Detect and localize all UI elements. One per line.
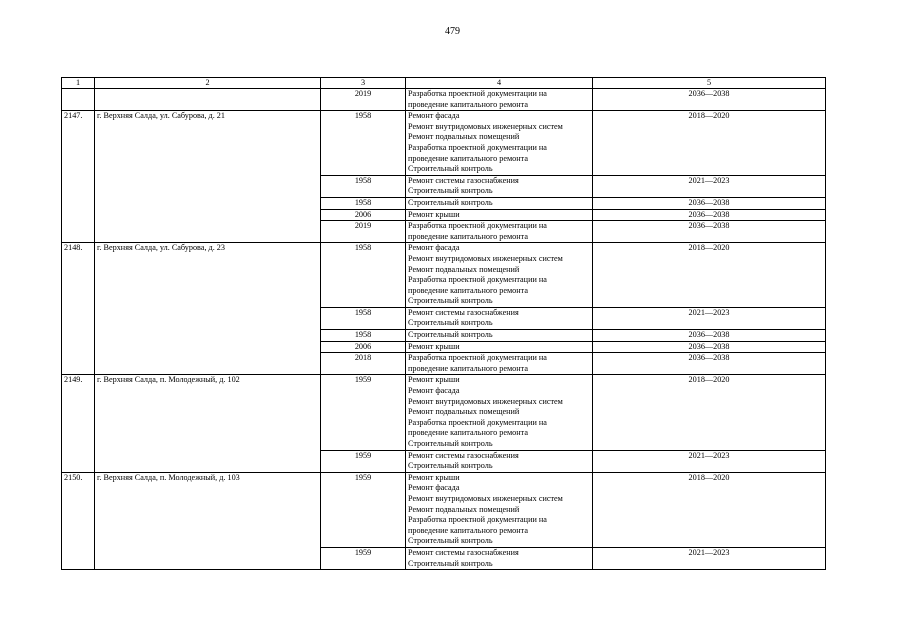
work-item: Ремонт фасада bbox=[408, 111, 460, 121]
year-cell: 2006 bbox=[321, 209, 406, 221]
work-item: Строительный контроль bbox=[408, 461, 493, 471]
works-cell bbox=[406, 243, 593, 308]
year-cell: 1958 bbox=[321, 197, 406, 209]
year-cell: 1959 bbox=[321, 472, 406, 547]
works-cell bbox=[406, 547, 593, 569]
work-item: Ремонт подвальных помещений bbox=[408, 264, 520, 274]
work-item: проведение капитального ремонта bbox=[408, 285, 528, 295]
period-cell: 2021—2023 bbox=[593, 450, 826, 472]
work-item: Разработка проектной документации на bbox=[408, 142, 547, 152]
work-item: Строительный контроль bbox=[408, 186, 493, 196]
work-item: Строительный контроль bbox=[408, 164, 493, 174]
table-row bbox=[62, 111, 826, 176]
period-cell: 2021—2023 bbox=[593, 175, 826, 197]
work-item: Строительный контроль bbox=[408, 296, 493, 306]
work-item: Ремонт системы газоснабжения bbox=[408, 175, 519, 185]
work-item: Ремонт крыши bbox=[408, 472, 460, 482]
work-item: Строительный контроль bbox=[408, 536, 493, 546]
header-col-4: 4 bbox=[406, 78, 593, 89]
table-header-row bbox=[62, 78, 826, 89]
work-item: Ремонт крыши bbox=[408, 341, 460, 351]
work-item: Ремонт крыши bbox=[408, 209, 460, 219]
works-cell bbox=[406, 472, 593, 547]
building-number-cell: 2147. bbox=[62, 111, 95, 243]
building-number-cell: 2148. bbox=[62, 243, 95, 375]
work-item: проведение капитального ремонта bbox=[408, 428, 528, 438]
work-item: Ремонт внутридомовых инженерных систем bbox=[408, 396, 563, 406]
period-cell: 2036—2038 bbox=[593, 353, 826, 375]
work-item: проведение капитального ремонта bbox=[408, 525, 528, 535]
year-cell: 2006 bbox=[321, 341, 406, 353]
work-item: Ремонт подвальных помещений bbox=[408, 132, 520, 142]
work-item: проведение капитального ремонта bbox=[408, 231, 528, 241]
work-item: Разработка проектной документации на bbox=[408, 417, 547, 427]
work-item: Разработка проектной документации на bbox=[408, 275, 547, 285]
year-cell: 2019 bbox=[321, 221, 406, 243]
year-cell: 1958 bbox=[321, 330, 406, 342]
work-item: Ремонт крыши bbox=[408, 375, 460, 385]
period-cell: 2036—2038 bbox=[593, 197, 826, 209]
building-number-cell: 2149. bbox=[62, 375, 95, 472]
work-item: Разработка проектной документации на bbox=[408, 353, 547, 363]
period-cell: 2018—2020 bbox=[593, 111, 826, 176]
work-item: Ремонт системы газоснабжения bbox=[408, 307, 519, 317]
works-cell bbox=[406, 209, 593, 221]
works-cell bbox=[406, 450, 593, 472]
work-item: Ремонт системы газоснабжения bbox=[408, 450, 519, 460]
year-cell: 1958 bbox=[321, 243, 406, 308]
building-number-cell: 2150. bbox=[62, 472, 95, 569]
work-item: Строительный контроль bbox=[408, 318, 493, 328]
work-item: Строительный контроль bbox=[408, 558, 493, 568]
work-item: проведение капитального ремонта bbox=[408, 99, 528, 109]
works-cell bbox=[406, 221, 593, 243]
period-cell: 2021—2023 bbox=[593, 307, 826, 329]
period-cell: 2018—2020 bbox=[593, 472, 826, 547]
work-item: проведение капитального ремонта bbox=[408, 363, 528, 373]
year-cell: 1958 bbox=[321, 175, 406, 197]
year-cell: 2019 bbox=[321, 89, 406, 111]
year-cell: 1958 bbox=[321, 111, 406, 176]
address-cell bbox=[95, 89, 321, 111]
repair-schedule-table bbox=[61, 77, 826, 570]
period-cell: 2018—2020 bbox=[593, 375, 826, 450]
work-item: Ремонт фасада bbox=[408, 386, 460, 396]
works-cell bbox=[406, 353, 593, 375]
table-row bbox=[62, 243, 826, 308]
work-item: Ремонт фасада bbox=[408, 243, 460, 253]
work-item: Ремонт системы газоснабжения bbox=[408, 547, 519, 557]
address-cell: г. Верхняя Салда, п. Молодежный, д. 102 bbox=[95, 375, 321, 472]
works-cell bbox=[406, 89, 593, 111]
building-number-cell bbox=[62, 89, 95, 111]
work-item: Ремонт фасада bbox=[408, 483, 460, 493]
period-cell: 2036—2038 bbox=[593, 341, 826, 353]
header-col-1: 1 bbox=[62, 78, 95, 89]
works-cell bbox=[406, 111, 593, 176]
header-col-3: 3 bbox=[321, 78, 406, 89]
work-item: Ремонт подвальных помещений bbox=[408, 504, 520, 514]
year-cell: 1959 bbox=[321, 547, 406, 569]
period-cell: 2036—2038 bbox=[593, 221, 826, 243]
year-cell: 1958 bbox=[321, 307, 406, 329]
header-col-2: 2 bbox=[95, 78, 321, 89]
period-cell: 2036—2038 bbox=[593, 89, 826, 111]
work-item: Строительный контроль bbox=[408, 197, 493, 207]
period-cell: 2021—2023 bbox=[593, 547, 826, 569]
work-item: Ремонт подвальных помещений bbox=[408, 407, 520, 417]
year-cell: 1959 bbox=[321, 375, 406, 450]
work-item: Разработка проектной документации на bbox=[408, 89, 547, 98]
year-cell: 1959 bbox=[321, 450, 406, 472]
works-cell bbox=[406, 375, 593, 450]
works-cell bbox=[406, 330, 593, 342]
works-cell bbox=[406, 341, 593, 353]
work-item: Ремонт внутридомовых инженерных систем bbox=[408, 493, 563, 503]
table-row bbox=[62, 89, 826, 111]
work-item: Разработка проектной документации на bbox=[408, 221, 547, 231]
works-cell bbox=[406, 175, 593, 197]
period-cell: 2036—2038 bbox=[593, 330, 826, 342]
work-item: Строительный контроль bbox=[408, 330, 493, 340]
address-cell: г. Верхняя Салда, п. Молодежный, д. 103 bbox=[95, 472, 321, 569]
works-cell bbox=[406, 307, 593, 329]
table-row bbox=[62, 375, 826, 450]
year-cell: 2018 bbox=[321, 353, 406, 375]
work-item: Разработка проектной документации на bbox=[408, 515, 547, 525]
work-item: Строительный контроль bbox=[408, 439, 493, 448]
header-col-5: 5 bbox=[593, 78, 826, 89]
address-cell: г. Верхняя Салда, ул. Сабурова, д. 21 bbox=[95, 111, 321, 243]
page-number: 479 bbox=[445, 26, 460, 37]
period-cell: 2018—2020 bbox=[593, 243, 826, 308]
period-cell: 2036—2038 bbox=[593, 209, 826, 221]
table-body bbox=[62, 89, 826, 570]
works-cell bbox=[406, 197, 593, 209]
work-item: Ремонт внутридомовых инженерных систем bbox=[408, 121, 563, 131]
table-row bbox=[62, 472, 826, 547]
work-item: проведение капитального ремонта bbox=[408, 153, 528, 163]
address-cell: г. Верхняя Салда, ул. Сабурова, д. 23 bbox=[95, 243, 321, 375]
work-item: Ремонт внутридомовых инженерных систем bbox=[408, 253, 563, 263]
